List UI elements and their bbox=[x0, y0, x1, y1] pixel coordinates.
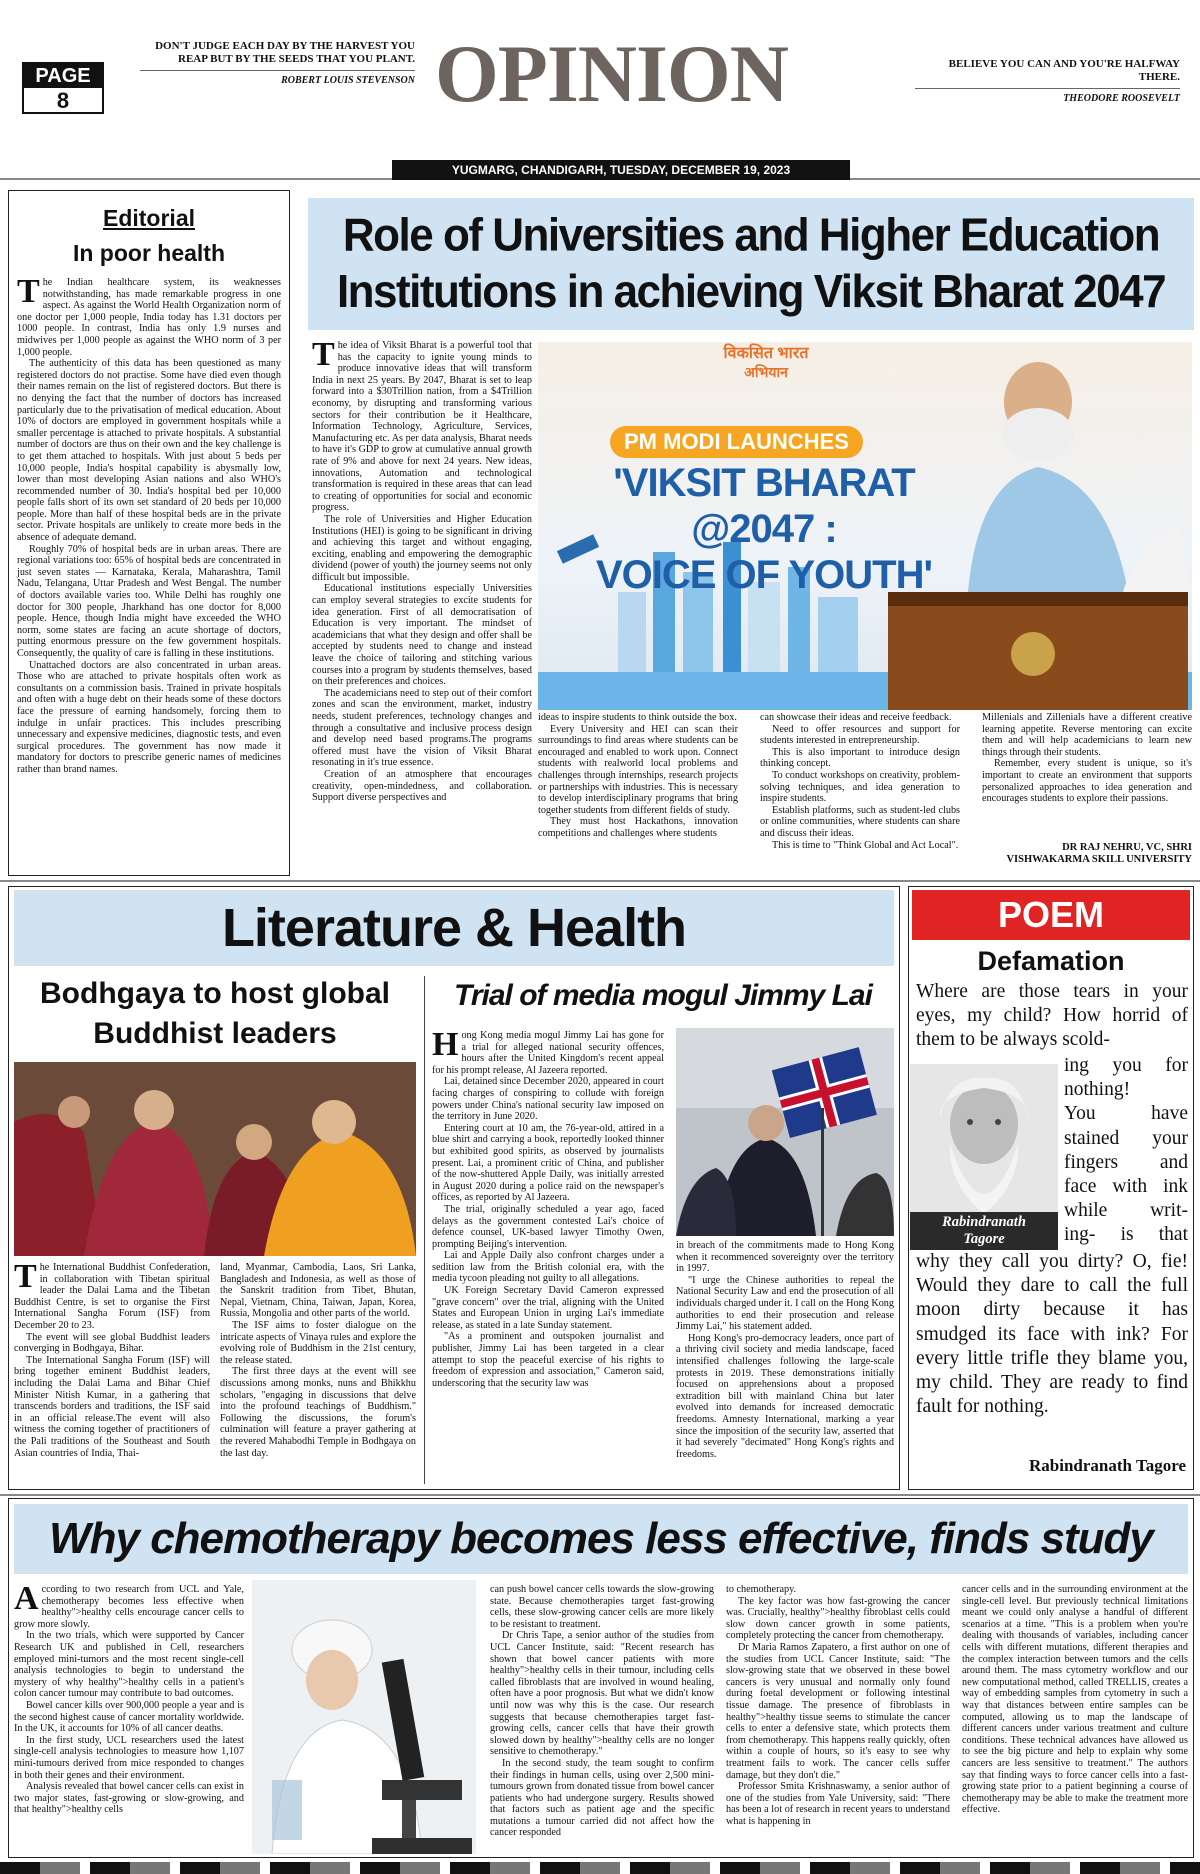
left-quote-block bbox=[140, 40, 415, 86]
poem-author: Rabindranath Tagore bbox=[1029, 1456, 1186, 1475]
chemo-paragraph: ccording to two research from UCL and Yale, chemotherapy becomes less effective when healthy">healthy cells encourage cancer cells to grow more slowly. bbox=[14, 1584, 244, 1630]
lead-paragraph: Every University and HEI can scan their surroundings to find areas where students can be encouraged and enabled to work upon. Connect students with realworld local problems and challenges through internships, research projects or partnerships with industries. This is necessary to develop interdisciplinary programs that bring together students from different fields of study. bbox=[538, 723, 738, 816]
buddhist-paragraph: he International Buddhist Confederation, in collaboration with Tibetan spiritual leader the Dalai Lama and the Tibetan Buddhist Centre, is set to organise the First International Sangha Forum (ISF) from December 20 to 23. bbox=[14, 1262, 210, 1331]
chemo-paragraph: In the first study, UCL researchers used the latest single-cell analysis technologies to measure how 1,107 mini-tumours derived from mice responded to changes in both their genes and their environment. bbox=[14, 1734, 244, 1781]
campaign-logo bbox=[686, 342, 846, 380]
poem-side-lines bbox=[1064, 1054, 1188, 1248]
poem-line: nothing! bbox=[1064, 1079, 1131, 1101]
jimmy-lai-photo bbox=[676, 1028, 894, 1236]
chemo-col-1 bbox=[14, 1584, 244, 1854]
editorial-dropcap: T bbox=[17, 273, 40, 310]
lead-paragraph: Need to offer resources and support for students interested in entrepreneurship. bbox=[760, 723, 960, 747]
buddhist-paragraph: The ISF aims to foster dialogue on the intricate aspects of Vinaya rules and explore the evolving role of Buddhism in the 21st century, the release stated. bbox=[220, 1319, 416, 1366]
buddhist-paragraph: The event will see global Buddhist leaders converging in Bodhgaya, Bihar. bbox=[14, 1331, 210, 1355]
chemo-paragraph: Dr Maria Ramos Zapatero, a first author on one of the studies from UCL Cancer Institute, said: "The slow-growing state that we observed in these bowel cancers is very unusual and normally only found during foetal development or following intestinal tissue damage. The presence of fibroblasts in healthy">healthy tissue seems to stimulate the cancer cells to enter a defensive state, which protects them from chemotherapy. This happens really quickly, often within a couple of hours, so it's easy to see why treatment fails to work. The cancer cells suffer damage, but they don't die." bbox=[726, 1641, 950, 1781]
registration-bar bbox=[0, 1862, 1200, 1874]
right-quote-block bbox=[915, 58, 1180, 104]
buddhist-paragraph: The International Sangha Forum (ISF) will bring together eminent Buddhist leaders, including the Dalai Lama and Bihar Chief Minister Nitish Kumar, in a gathering that transcends borders and traditions, the ISF said in an official release.The event will also witness the coming together of practitioners of the Pali traditions of the Southeast and South Asian countries of India, Thai- bbox=[14, 1354, 210, 1459]
jimmy-lai-paragraph: Hong Kong's pro-democracy leaders, once part of a thriving civil society and media landscape, faced intensified challenges following the large-scale protests in 2019. These demonstrations initially focused on apprehensions about a proposed extradition bill with mainland China but later evolved into demands for increased democratic freedoms. Amnesty International, marking a year since the imposition of the security law, asserted that it had severely "decimated" Hong Kong's rights and freedoms. bbox=[676, 1332, 894, 1460]
buddhist-dropcap: T bbox=[14, 1262, 37, 1295]
poem-top-lines: Where are those tears in your eyes, my child? How horrid of them to be always scold- bbox=[916, 981, 1188, 1050]
poem-line: stained your bbox=[1064, 1127, 1188, 1149]
chemo-col-2 bbox=[490, 1584, 714, 1854]
jimmy-lai-photo-art bbox=[676, 1028, 894, 1236]
lead-col-2 bbox=[538, 712, 738, 872]
chemo-paragraph: cancer cells and in the surrounding environment at the single-cell level. But previously technical limitations meant we could only analyse a handful of different scenarios at a time. "This is a problem when you're dealing with thousands of variables, including cancer cells with different mutations, different therapies and the complex interaction between tumors and the cells around them. The mass cytometry workflow and our new computational method, called TRELLIS, creates a way of embedding samples from cytometry in such a way that distances between entire samples can be computed, allowing us to map the landscape of different cancers under various treatment and culture conditions. These technical advances have allowed us to see the big picture and help to explain why some cancers are less sensitive to treatment." The authors say that finding ways to force cancer cells into a fast-growing state prior to a patient beginning a course of chemotherapy may be able to make the treatment more effective. bbox=[962, 1584, 1188, 1816]
lead-paragraph: This is time to "Think Global and Act Local". bbox=[772, 839, 959, 851]
tagore-caption: Rabindranath Tagore bbox=[910, 1212, 1058, 1250]
poem-line: You have bbox=[1064, 1103, 1188, 1125]
buddhist-paragraph: The first three days at the event will see discussions among monks, nuns and Bhikkhu scholars, "engaging in discussions that delve into the profound teachings of Buddhism." Following the discussions, the forum's culmination will feature a prayer gathering at the revered Mahabodhi Temple in Bodhgaya on the last day. bbox=[220, 1366, 416, 1459]
jimmy-lai-paragraph: Lai and Apple Daily also confront charges under a sedition law from the British colonial era, with the media tycoon pleading not guilty to all allegations. bbox=[432, 1250, 664, 1285]
jimmy-lai-headline: Trial of media mogul Jimmy Lai bbox=[454, 979, 872, 1012]
chemo-paragraph: can push bowel cancer cells towards the slow-growing state. Because chemotherapies target fast-growing cells, these slow-growing cancer cells are more likely to be resistant to treatment. bbox=[490, 1584, 714, 1630]
editorial-paragraph: Unattached doctors are also concentrated in urban areas. Those who are attached to private hospitals often work as consultants on a commission basis. Trained in private hospitals and often with a huge debt on their heads some of these doctors face the pressure of earning handsomely, forcing them to indulge in unfair practices. This includes prescribing unnecessary and expensive medicines, diagnostic tests, and even surgical procedures. The government has now made it mandatory for doctors to prescribe generic names of medicines rather than brand names. bbox=[17, 659, 281, 775]
lead-dropcap: T bbox=[312, 340, 335, 373]
section-divider bbox=[0, 880, 1200, 882]
buddhist-headline: Bodhgaya to host global Buddhist leaders bbox=[40, 977, 390, 1050]
section-divider bbox=[0, 1494, 1200, 1496]
lead-paragraph: Educational institutions especially Universities can employ several strategies to excite students for idea generation. First of all democratisation of Education is very important. The mindset of academicians that what they design and offer shall be accepted by students need to change and instead leave the choice of tailoring and stitching various courses into a program by students themselves, based on their preferences and choices. bbox=[312, 583, 532, 688]
campaign-title-line3: VOICE OF YOUTH' bbox=[595, 553, 933, 597]
chemo-paragraph: In the two trials, which were supported by Cancer Research UK and published in Cell, researchers employed mini-tumors and the most recent single-cell analysis technologies to begin to understand the mystery of why healthy">healthy cells in a patient's colon cancer tumour may contribute to bad outcomes. bbox=[14, 1630, 244, 1700]
poem-section-title: POEM bbox=[912, 890, 1190, 940]
campaign-logo-line1: विकसित भारत bbox=[723, 345, 809, 362]
lead-paragraph: Establish platforms, such as student-led clubs or online communities, where students can share and discuss their ideas. bbox=[760, 804, 960, 839]
lead-col-3 bbox=[760, 712, 960, 872]
jimmy-lai-paragraph: UK Foreign Secretary David Cameron expressed "grave concern" over the trial, aligning with the United States and European Union in urging Lai's immediate release, as stated in a late Sunday statement. bbox=[432, 1285, 664, 1331]
lead-paragraph: The role of Universities and Higher Education Institutions (HEI) is going to be significant in driving and achieving this target and without engaging, exciting, enabling and empowering the demographic dividend (power of youth) the journey seems not only difficult but impossible. bbox=[312, 513, 532, 583]
lead-paragraph: To conduct workshops on creativity, problem-solving techniques, and idea generation to inspire students. bbox=[760, 769, 960, 805]
chemo-headline: Why chemotherapy becomes less effective, finds study bbox=[49, 1514, 1153, 1563]
tagore-portrait bbox=[910, 1064, 1058, 1250]
jimmy-lai-paragraph: "As a prominent and outspoken journalist and publisher, Jimmy Lai has been targeted in a clear attempt to stop the peaceful exercise of his rights to freedom of expression and association," Cameron said, underscoring that the security law was bbox=[432, 1331, 664, 1389]
left-quote: DON'T JUDGE EACH DAY BY THE HARVEST YOU REAP BUT BY THE SEEDS THAT YOU PLANT. bbox=[155, 40, 415, 65]
lead-paragraph: can showcase their ideas and receive feedback. bbox=[760, 712, 952, 723]
poem-line: face with ink bbox=[1064, 1176, 1188, 1198]
lead-paragraph: The academicians need to step out of their comfort zones and scan the environment, market, industry needs, student preferences, technology changes and through a consultative and inclusive process design and develop need based programs.The programs offered must have the vision of Viksit Bharat resonating in it's true essence. bbox=[312, 687, 532, 769]
lead-col-4 bbox=[982, 712, 1192, 830]
section-title: OPINION bbox=[435, 28, 788, 119]
chemo-paragraph: The key factor was how fast-growing the cancer was. Crucially, healthy">healthy fibroblast cells could slow down cancer growth in some patients, completely protecting the cancer from chemotherapy. bbox=[726, 1595, 950, 1642]
campaign-title bbox=[574, 460, 954, 598]
buddhist-col-1 bbox=[14, 1262, 210, 1484]
jimmy-lai-paragraph: in breach of the commitments made to Hong Kong when it recommenced sovereignty over the territory in 1997. bbox=[676, 1240, 894, 1275]
chemo-paragraph: Dr Chris Tape, a senior author of the studies from UCL Cancer Institute, said: "Recent research has shown that bowel cancer patients with more healthy">healthy cells in their tumour, including cells called fibroblasts that are involved in wound healing, often have a poor prognosis. But what we didn't know until now was why this is the case. Our research suggests that because chemotherapies target fast-growing cells, cancer cells that have their growth slowed down by healthy">healthy cells are no longer sensitive to chemotherapy." bbox=[490, 1630, 714, 1758]
page-label: PAGE bbox=[24, 64, 102, 88]
chemo-paragraph: Bowel cancer kills over 900,000 people a year and is the second highest cause of cancer mortality worldwide. In the UK, it accounts for 10% of all cancer deaths. bbox=[14, 1699, 244, 1735]
editorial-paragraph: he Indian healthcare system, its weaknesses notwithstanding, has made remarkable progress in one aspect. As against the World Health Organization norm of one doctor per 1,000 people, India today has 1.31 doctors per 1000 people. In contrast, India has only 1.9 nurses and midwives per 1,000 people as against the WHO norm of 3 per 1,000 people. bbox=[17, 277, 281, 358]
right-quote: BELIEVE YOU CAN AND YOU'RE HALFWAY THERE. bbox=[948, 58, 1180, 83]
lead-paragraph: Remember, every student is unique, so it's important to create an environment that supports personalized approaches to idea generation and encourages students to explore their passions. bbox=[982, 758, 1192, 805]
jimmy-lai-col-1 bbox=[432, 1030, 664, 1484]
poem-bottom-lines: why they call you dirty? O, fie! Would they dare to call the full moon dirty because it has smudged its face with ink? For every little trifle they blame you, my child. They are ready to find fault for nothing. bbox=[916, 1251, 1188, 1418]
chemo-col-4 bbox=[962, 1584, 1188, 1854]
dateline: YUGMARG, CHANDIGARH, TUESDAY, DECEMBER 19, 2023 bbox=[392, 160, 850, 180]
jimmy-lai-paragraph: "I urge the Chinese authorities to repeal the National Security Law and end the prosecution of all individuals charged under it. I call on the Hong Kong authorities to end their prosecution and release Jimmy Lai," his statement added. bbox=[676, 1274, 894, 1333]
page-number-box bbox=[22, 62, 104, 114]
left-quote-author: ROBERT LOUIS STEVENSON bbox=[140, 70, 415, 86]
chemo-dropcap: A bbox=[14, 1584, 39, 1617]
poem-line: while writ- bbox=[1064, 1200, 1188, 1222]
buddhist-photo-art bbox=[14, 1062, 416, 1256]
chemo-paragraph: Analysis revealed that bowel cancer cells can exist in two major states, fast-growing or slow-growing, and that healthy">healthy cells bbox=[14, 1781, 244, 1816]
page-number: 8 bbox=[56, 88, 70, 113]
editorial-paragraph: Roughly 70% of hospital beds are in urban areas. There are regional variations too: 65% of hospital beds are concentrated in just seven states — Karnataka, Kerala, Maharashtra, Tamil Nadu, Telangana, Uttar Pradesh and West Bengal. The number of doctors available varies too. While Delhi has roughly one doctor for 300 people, Jharkhand has one doctor for 8,000 people. Hence, though India might have exceeded the WHO norm, some states are facing an acute shortage of doctors, putting enormous pressure on the few government hospitals. Consequently, the quality of care is falling in these institutions. bbox=[17, 543, 281, 659]
lab-photo bbox=[252, 1580, 476, 1854]
lead-paragraph: ideas to inspire students to think outside the box. bbox=[538, 712, 737, 723]
lead-photo bbox=[538, 342, 1192, 710]
poem-line: ing- is that bbox=[1064, 1224, 1188, 1246]
jimmy-lai-paragraph: ong Kong media mogul Jimmy Lai has gone for a trial for alleged national security offences, hours after the United Kingdom's recent appeal for his prompt release, Al Jazeera reported. bbox=[432, 1030, 664, 1076]
buddhist-paragraph: land, Myanmar, Cambodia, Laos, Sri Lanka, Bangladesh and Indonesia, as well as those of the Sanskrit tradition from Tibet, Bhutan, Nepal, Vietnam, China, Taiwan, Japan, Korea, Russia, Mongolia and other parts of the world. bbox=[220, 1262, 416, 1320]
lead-col-1 bbox=[312, 340, 532, 868]
jimmy-lai-paragraph: Entering court at 10 am, the 76-year-old, attired in a blue shirt and carrying a book, reportedly looked thinner but exhibited good spirits, as observed by journalists present. Lai, a prominent critic of China, and publisher of the now-shuttered Apple Daily, was initially arrested in August 2020 during a police raid on the newspaper's offices, as reported by Al Jazeera. bbox=[432, 1122, 664, 1204]
lead-paragraph: he idea of Viksit Bharat is a powerful tool that has the capacity to ignite young minds to produce innovative ideas that will transform India in next 25 years. By 2047, Bharat is set to leap forward into a $30Trillion nation, from a $4Trillion economy, by disrupting and transforming various sectors for their contribution be it Healthcare, Information Technology, Agriculture, Services, Manufacturing etc. As per data analysis, Bharat needs to have it's GDP to grow at cumulative annual growth rate of 9% and above for next 24 years. New ideas, innovations, Automation and technological transformation is required in these areas that can lead to creating of opportunities for social and economic progress. bbox=[312, 340, 532, 514]
editorial-kicker: Editorial bbox=[102, 205, 195, 231]
editorial-body bbox=[17, 273, 281, 776]
buddhist-col-2 bbox=[220, 1262, 416, 1484]
jimmy-lai-paragraph: The trial, originally scheduled a year ago, faced delays as the government contested Lai's choice of defence counsel, UK-based lawyer Timothy Owen, prompting Beijing's intervention. bbox=[432, 1203, 664, 1250]
lead-paragraph: Creation of an atmosphere that encourages creativity, open-mindedness, and collaboration. Support diverse perspectives and bbox=[312, 768, 532, 804]
jimmy-lai-dropcap: H bbox=[432, 1030, 459, 1063]
chemo-paragraph: Professor Smita Krishnaswamy, a senior author of one of the studies from Yale University, said: "There has been a lot of research in recent years to understand what is happening in bbox=[726, 1781, 950, 1827]
lead-headline: Role of Universities and Higher Education Institutions in achieving Viksit Bharat 2047 bbox=[336, 209, 1166, 318]
lit-section-title: Literature & Health bbox=[221, 898, 687, 958]
lab-photo-art bbox=[252, 1580, 476, 1854]
lead-paragraph: They must host Hackathons, innovation competitions and challenges where students bbox=[538, 816, 738, 839]
poem-line: fingers and bbox=[1064, 1151, 1188, 1173]
lead-paragraph: Millenials and Zillenials have a different creative learning appetite. Reverse mentoring can excite them and will help academicians to learn new things through their students. bbox=[982, 712, 1192, 758]
editorial-paragraph: The authenticity of this data has been questioned as many registered doctors do not practise. Some have died even though their names remain on the list of registered doctors. But there is no denying the fact that the number of doctors has increased particularly due to the privatisation of medical education. About 10% of doctors are employed in government hospitals while a smaller percentage is attached to private hospitals. A substantial number of doctors are thus on their own and the key challenge is to get them attached to hospitals. With just about 5 beds per 10,000 people, India's hospital capability is abysmally low, lower than most developing Asian nations and also WHO's recommended number of 30. India's hospital bed per 10,000 people falls short of its own set standard of 20 beds per 10,000 people. More than half of these hospital beds are in the private sector. Private hospitals are unlikely to create more beds in the absence of adequate demand. bbox=[17, 358, 281, 544]
lead-paragraph: This is also important to introduce design thinking concept. bbox=[760, 746, 960, 770]
campaign-pill: PM MODI LAUNCHES bbox=[610, 426, 863, 458]
editorial-headline: In poor health bbox=[72, 240, 226, 266]
chemo-banner bbox=[14, 1504, 1188, 1574]
jimmy-lai-col-2 bbox=[676, 1240, 894, 1484]
lit-column-rule bbox=[424, 976, 425, 1484]
campaign-title-line1: 'VIKSIT BHARAT bbox=[613, 461, 915, 505]
editorial-box bbox=[8, 190, 290, 876]
chemo-col-3 bbox=[726, 1584, 950, 1854]
chemo-paragraph: to chemotherapy. bbox=[726, 1584, 797, 1595]
campaign-logo-line2: अभियान bbox=[744, 364, 788, 380]
jimmy-lai-paragraph: Lai, detained since December 2020, appeared in court facing charges of conspiring to collude with foreign powers under China's national security law imposed on the territory in June 2020. bbox=[432, 1076, 664, 1123]
poem-line: ing you for bbox=[1064, 1055, 1188, 1076]
chemo-paragraph: In the second study, the team sought to confirm their findings in human cells, using over 2,500 mini-tumours grown from donated tissue from bowel cancer patients who had undergone surgery. Results showed that factors such as patient age and the specific mutations a tumour carried did not affect how the cancer responded bbox=[490, 1757, 714, 1839]
buddhist-photo bbox=[14, 1062, 416, 1256]
lit-banner bbox=[14, 890, 894, 966]
lead-byline: DR RAJ NEHRU, VC, SHRI VISHWAKARMA SKILL UNIVERSITY bbox=[1006, 842, 1192, 865]
campaign-title-line2: @2047 : bbox=[691, 507, 837, 551]
poem-headline: Defamation bbox=[977, 946, 1125, 976]
lead-headline-banner bbox=[308, 198, 1194, 330]
right-quote-author: THEODORE ROOSEVELT bbox=[915, 88, 1180, 104]
